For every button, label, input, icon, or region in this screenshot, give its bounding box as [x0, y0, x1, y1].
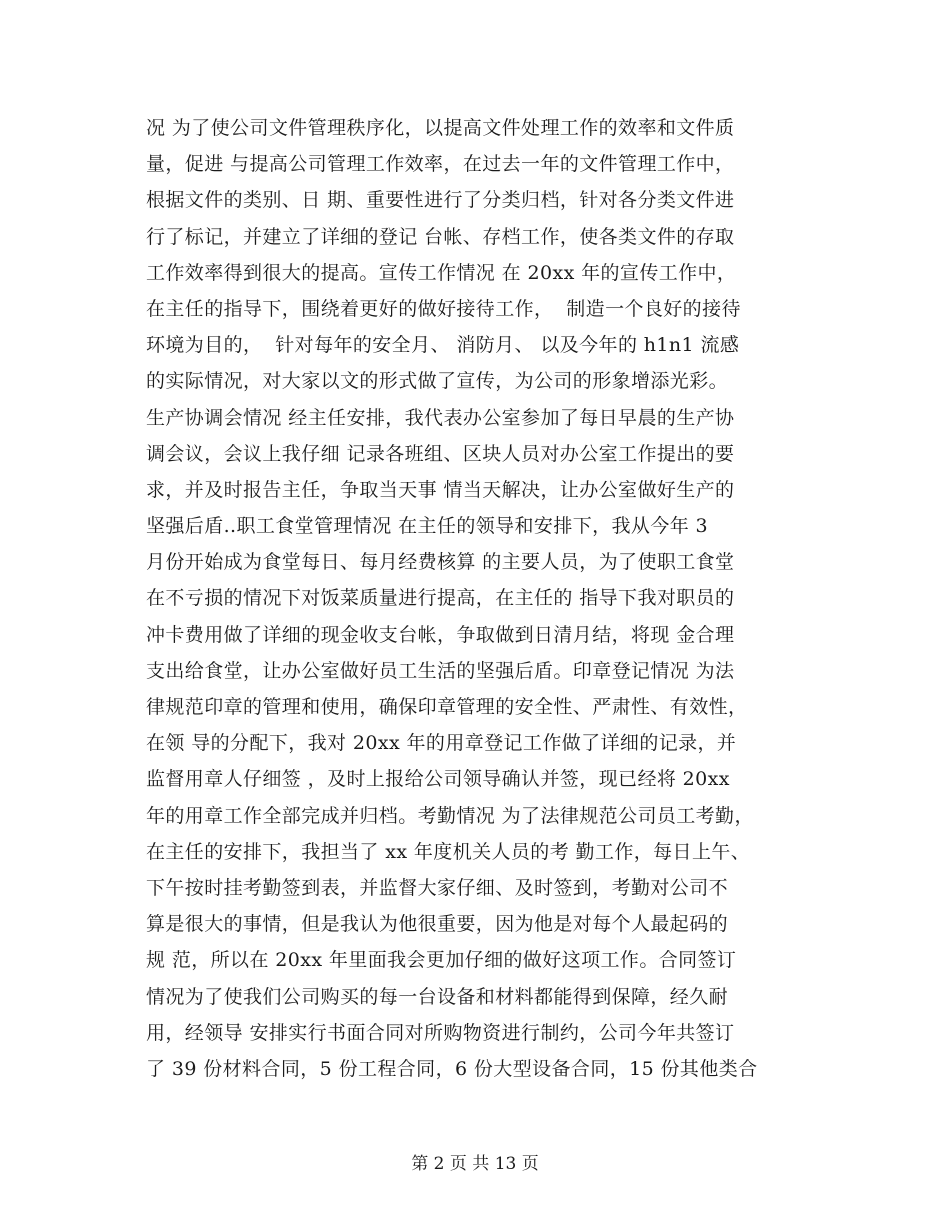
- text-line: 根据文件的类别、日 期、重要性进行了分类归档，针对各分类文件进: [146, 189, 735, 212]
- text-line: 情况为了使我们公司购买的每一台设备和材料都能得到保障，经久耐: [146, 985, 729, 1008]
- text-line: 环境为目的， 针对每年的安全月、 消防月、 以及今年的 h1n1 流感: [146, 334, 740, 357]
- text-line: 坚强后盾..职工食堂管理情况 在主任的领导和安排下，我从今年 3: [146, 515, 709, 538]
- text-line: 工作效率得到很大的提高。宣传工作情况 在 20xx 年的宣传工作中，: [146, 261, 737, 284]
- text-line: 量，促进 与提高公司管理工作效率，在过去一年的文件管理工作中，: [146, 153, 735, 176]
- page-number-footer: 第 2 页 共 13 页: [411, 1154, 539, 1174]
- text-line: 生产协调会情况 经主任安排，我代表办公室参加了每日早晨的生产协: [146, 406, 735, 429]
- text-line: 监督用章人仔细签 ，及时上报给公司领导确认并签，现已经将 20xx: [146, 768, 730, 791]
- text-line: 的实际情况，对大家以文的形式做了宣传，为公司的形象增添光彩。: [146, 370, 729, 393]
- text-line: 求，并及时报告主任，争取当天事 情当天解决，让办公室做好生产的: [146, 478, 735, 501]
- text-line: 在主任的安排下，我担当了 xx 年度机关人员的考 勤工作，每日上午、: [146, 840, 751, 863]
- text-line: 规 范，所以在 20xx 年里面我会更加仔细的做好这项工作。合同签订: [146, 949, 737, 972]
- text-line: 了 39 份材料合同，5 份工程合同，6 份大型设备合同，15 份其他类合: [146, 1057, 758, 1080]
- text-line: 月份开始成为食堂每日、每月经费核算 的主要人员，为了使职工食堂: [146, 551, 735, 574]
- text-line: 支出给食堂，让办公室做好员工生活的坚强后盾。印章登记情况 为法: [146, 659, 735, 682]
- text-line: 在不亏损的情况下对饭菜质量进行提高，在主任的 指导下我对职员的: [146, 587, 735, 610]
- text-line: 用，经领导 安排实行书面合同对所购物资进行制约，公司今年共签订: [146, 1021, 735, 1044]
- text-line: 算是很大的事情，但是我认为他很重要，因为他是对每个人最起码的: [146, 913, 729, 936]
- text-line: 调会议，会议上我仔细 记录各班组、区块人员对办公室工作提出的要: [146, 442, 735, 465]
- text-line: 在主任的指导下，围绕着更好的做好接待工作， 制造一个良好的接待: [146, 297, 741, 320]
- text-line: 在领 导的分配下，我对 20xx 年的用章登记工作做了详细的记录，并: [146, 732, 737, 755]
- text-line: 律规范印章的管理和使用，确保印章管理的安全性、严肃性、有效性，: [146, 696, 748, 718]
- text-line: 行了标记，并建立了详细的登记 台帐、存档工作，使各类文件的存取: [146, 225, 735, 248]
- text-line: 年的用章工作全部完成并归档。考勤情况 为了法律规范公司员工考勤，: [146, 804, 754, 827]
- text-line: 冲卡费用做了详细的现金收支台帐，争取做到日清月结，将现 金合理: [146, 623, 735, 646]
- text-line: 下午按时挂考勤签到表，并监督大家仔细、及时签到，考勤对公司不: [146, 876, 729, 899]
- text-line: 况 为了使公司文件管理秩序化，以提高文件处理工作的效率和文件质: [146, 117, 735, 139]
- body-text: [146, 110, 846, 1087]
